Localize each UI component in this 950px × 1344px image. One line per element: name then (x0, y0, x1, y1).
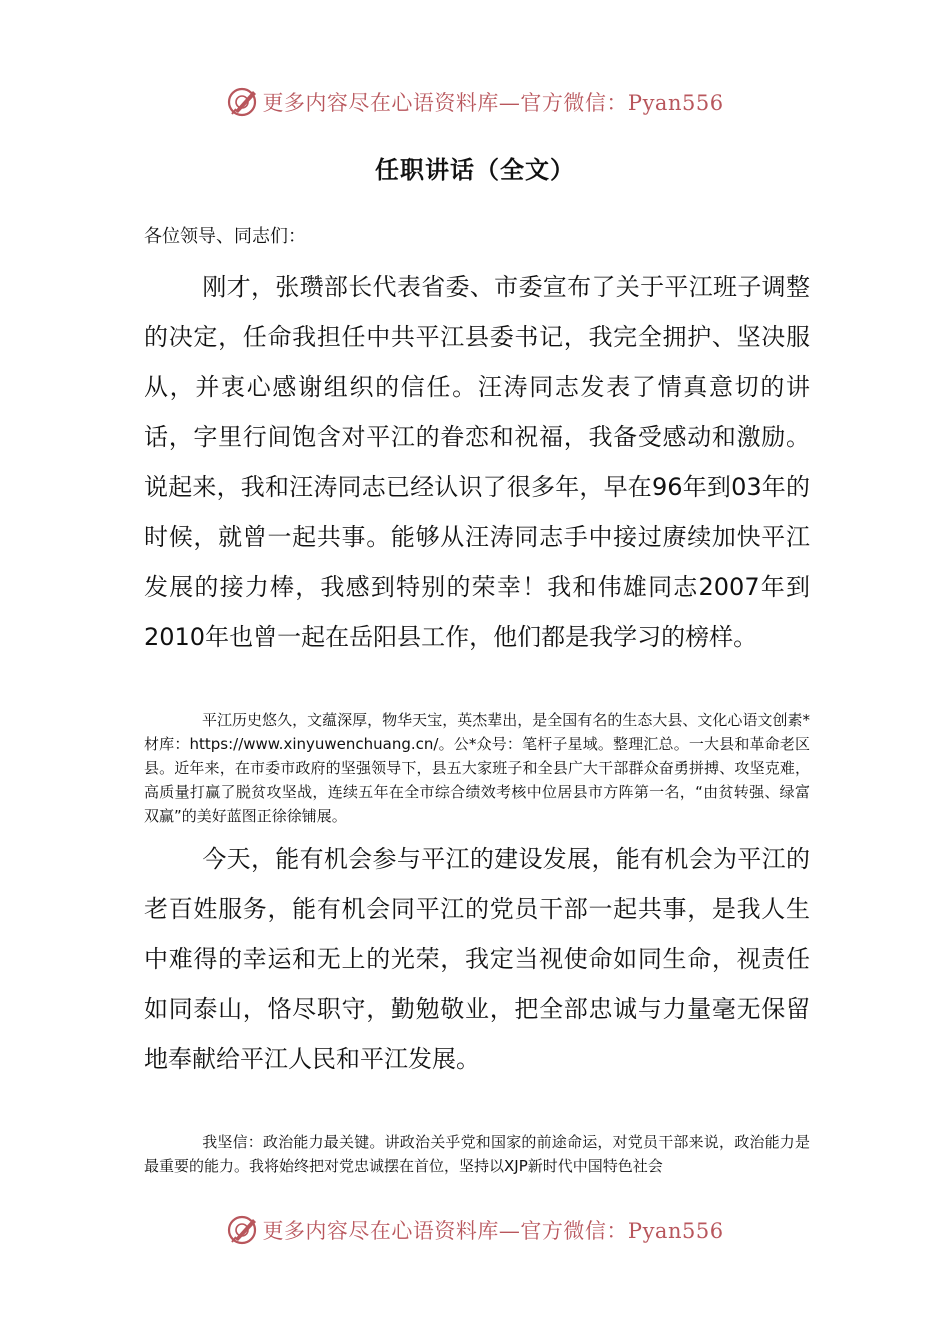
paragraph-3 (144, 834, 810, 1084)
watermark-text: 更多内容尽在心语资料库—官方微信：Pyan556 (262, 1219, 724, 1243)
quill-logo-icon (226, 85, 260, 119)
quill-logo-icon (226, 1213, 260, 1247)
paragraph-2-text: 平江历史悠久，文蕴深厚，物华天宝，英杰辈出，是全国有名的生态大县、文化心语文创素*材库：https://www.xinyuwenchuang.cn/。公*众号：笔杆子星域。整理汇总。一大县和革命老区县。近年来，在市委市政府的坚强领导下，县五大家班子和全县广大干部群众奋勇拼搏、攻坚克难，高质量打赢了脱贫攻坚战，连续五年在全市综合绩效考核中位居县市方阵第一名，“由贫转强、绿富双赢”的美好蓝图正徐徐铺展。 (144, 711, 810, 825)
document-title: 任职讲话（全文） (375, 156, 575, 184)
footer-watermark-banner (0, 1210, 950, 1250)
salutation: 各位领导、同志们： (144, 226, 306, 247)
paragraph-2 (144, 708, 810, 828)
paragraph-3-text: 今天，能有机会参与平江的建设发展，能有机会为平江的老百姓服务，能有机会同平江的党员干部一起共事，是我人生中难得的幸运和无上的光荣，我定当视使命如同生命，视责任如同泰山，恪尽职守，勤勉敬业，把全部忠诚与力量毫无保留地奉献给平江人民和平江发展。 (144, 845, 810, 1073)
paragraph-1-text: 刚才，张瓒部长代表省委、市委宣布了关于平江班子调整的决定，任命我担任中共平江县委书记，我完全拥护、坚决服从，并衷心感谢组织的信任。汪涛同志发表了情真意切的讲话，字里行间饱含对平江的眷恋和祝福，我备受感动和激励。说起来，我和汪涛同志已经认识了很多年，早在96年到03年的时候，就曾一起共事。能够从汪涛同志手中接过赓续加快平江发展的接力棒，我感到特别的荣幸！我和伟雄同志2007年到2010年也曾一起在岳阳县工作，他们都是我学习的榜样。 (144, 273, 810, 651)
header-watermark-banner (0, 82, 950, 122)
paragraph-4-text: 我坚信：政治能力最关键。讲政治关乎党和国家的前途命运，对党员干部来说，政治能力是最重要的能力。我将始终把对党忠诚摆在首位，坚持以XJP新时代中国特色社会 (144, 1133, 810, 1175)
paragraph-4 (144, 1130, 810, 1178)
watermark-text: 更多内容尽在心语资料库—官方微信：Pyan556 (262, 91, 724, 115)
paragraph-1 (144, 262, 810, 662)
